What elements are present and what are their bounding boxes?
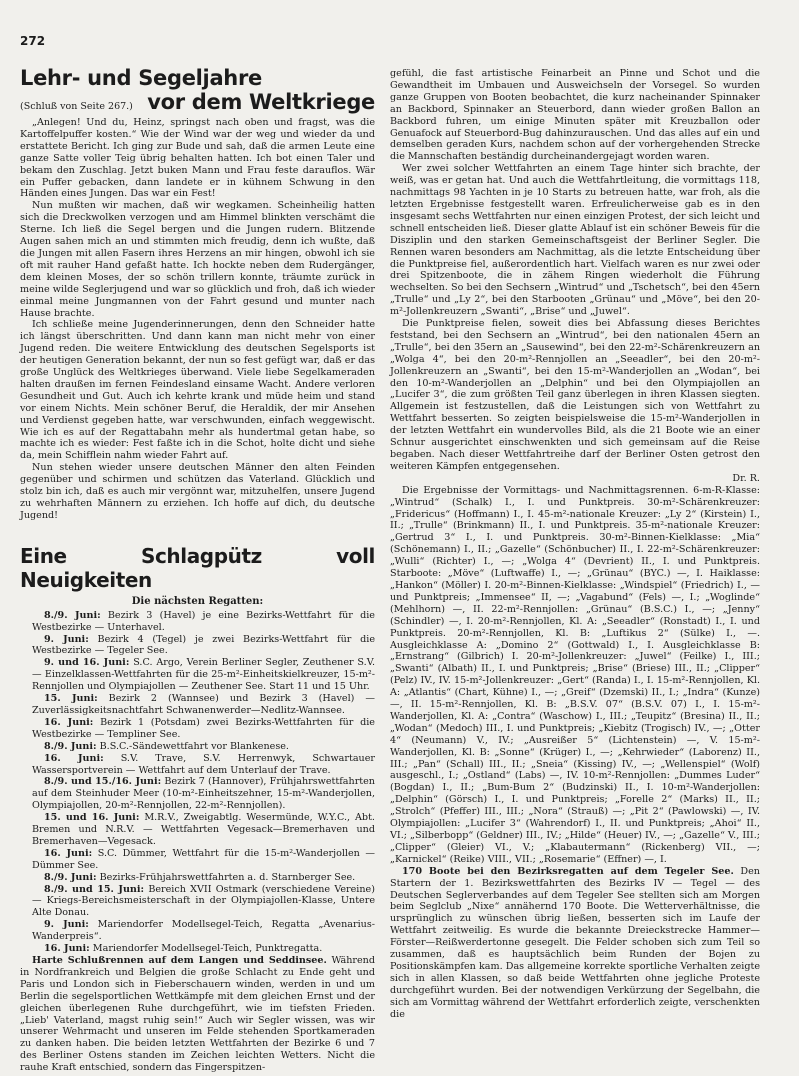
regatta-text: Bezirk 2 (Wannsee) und Bezirk 3 (Havel) — Zuverlässigkeitsnachtfahrt Schwanenwerder—Nedlitz-Wannsee.: [32, 693, 375, 716]
regatta-text: Bezirk 7 (Hannover), Frühjahrswettfahrten auf dem Steinhuder Meer (10-m²-Einheitszehner, 15-m²-Wanderjollen, Olympiajollen, 20-m²-Rennjollen, 22-m²-Rennjollen).: [32, 776, 375, 812]
regatta-date: 8./9. und 15./16. Juni:: [44, 776, 162, 788]
regatta-entry: [20, 657, 375, 693]
article-title-line1: Lehr- und Segeljahre: [20, 66, 262, 90]
article-paragraph: Ich schließe meine Jugenderinnerungen, denn den Schneider hatte ich längst überschritten. Und dann kann man nicht mehr von einer Jugend reden. Die weitere Entwicklung des deutschen Segelsports ist der heutigen Generation bekannt, der nun so fest gefügt war, daß er das große Unglück des Weltkrieges überwand. Viele liebe Segelkameraden halten draußen im fernen Feindesland einsame Wacht. Andere verloren Gesundheit und Gut. Auch ich kehrte krank und müde heim und stand vor einem Nichts. Mein schöner Beruf, die Heraldik, der mir Ansehen und Verdienst gegeben hatte, war verschwunden, einfach weggewischt. Wie ich es auf der Regattabahn mehr als hundertmal getan habe, so machte ich es wieder: Fest faßte ich in die Schot, holte dicht und siehe da, mein Schifflein nahm wieder Fahrt auf.: [20, 319, 375, 462]
regatta-text: B.S.C.-Sändewettfahrt vor Blankenese.: [99, 740, 289, 752]
news-lead: 170 Boote bei den Bezirksregatten auf dem Tegeler See.: [402, 865, 734, 877]
right-column: [390, 68, 760, 1068]
news-lead: Harte Schlußrennen auf dem Langen und Seddinsee.: [32, 955, 327, 966]
article-title-line2: vor dem Weltkriege: [147, 90, 375, 114]
news-text: Den Startern der 1. Bezirkswettfahrten des Bezirks IV — Tegel — des Deutschen Seglerverbandes auf dem Tegeler See stellten sich am Morgen beim Seglclub „Nixe“ annähernd 170 Boote. Die Wetterverhältnisse, die ursprünglich zu wünschen übrig ließen, besserten sich im Laufe der Wettfahrt zeitweilig. Es wurde die bekannte Dreieckstrecke Hammer—Förster—Reißwerdertonne gesegelt. Die Felder schoben sich zum Teil so zusammen, daß es hauptsächlich beim Runden der Bojen zu Positionskämpfen kam. Das allgemeine korrekte sportliche Verhalten zeigte sich in allen Klassen, so daß beide Wettfahrten ohne jegliche Proteste durchgeführt wurden. Bei der notwendigen Verkürzung der Segelbahn, die sich am Vormittag während der Wettfahrt erforderlich zeigte, verschenkten die: [390, 865, 760, 1020]
continuation-note: (Schluß von Seite 267.): [20, 101, 133, 112]
article-paragraph: „Anlegen! Und du, Heinz, springst nach oben und fragst, was die Kartoffelpuffer kosten.“ Wie der Wind war der weg und wieder da und erstattete Bericht. Ich ging zur Bude und sah, daß die armen Leute eine ganze Satte voller Teig übrig behalten hatten. Ich bot einen Taler und bekam den Zuschlag. Jetzt buken Mann und Frau feste darauflos. Wär ein Puffer gebacken, dann landete er in kühnem Schwung in den Händen eines Jungen. Das war ein Fest!: [20, 117, 375, 200]
regatten-heading: Die nächsten Regatten:: [131, 595, 264, 607]
regatta-text: Bezirks-Frühjahrswettfahrten a. d. Starnberger See.: [99, 871, 356, 883]
regatta-text: Bezirk 4 (Tegel) je zwei Bezirks-Wettfahrt für die Westbezirke — Tegeler See.: [32, 633, 375, 657]
news-section-title: Eine Schlagpütz voll Neuigkeiten: [20, 543, 375, 592]
page-number: 272: [20, 34, 46, 48]
regatta-entry: [20, 943, 375, 955]
article-title-row: [20, 90, 375, 114]
regatta-entry: [20, 753, 375, 777]
regatta-date: 8./9. und 15. Juni:: [44, 883, 145, 895]
regatta-date: 8./9. Juni:: [44, 871, 97, 883]
regatta-date: 9. und 16. Juni:: [44, 657, 130, 669]
news-text: Während in Nordfrankreich und Belgien die große Schlacht zu Ende geht und Paris und London sich in Fieberschauern winden, werden in und um Berlin die segelsportlichen Wettkämpfe mit dem gleichen Ernst und der gleichen überlegenen Ruhe durchgeführt, wie im tiefsten Frieden. „Lieb' Vaterland, magst ruhig sein!“ Auch wir Segler wissen, was wir unserer Wehrmacht und unseren im Felde stehenden Sportkameraden zu danken haben. Die beiden letzten Wettfahrten der Bezirke 6 und 7 des Berliner Ostens standen im Zeichen leichten Wetters. Nicht die rauhe Kraft entschied, sondern das Fingerspitzen-: [20, 955, 375, 1074]
article-paragraph: gefühl, die fast artistische Feinarbeit an Pinne und Schot und die Gewandtheit im Umbauen und Ausweichseln der Vorsegel. So wurden ganze Gruppen von Booten beobachtet, die kurz nacheinander Spinnaker an Backbord, Spinnaker an Steuerbord, dann wieder großen Ballon an Backbord fuhren, um einige Minuten später mit Kreuzballon oder Genuafock auf Steuerbord-Bug dahinzurauschen. Und das alles auf ein und demselben geraden Kurs, nachdem schon auf der vorhergehenden Strecke die Mannschaften beständig durcheinandergejagt worden waren.: [390, 68, 760, 163]
regatta-entry: [20, 610, 375, 634]
regatta-date: 8./9. Juni:: [44, 740, 97, 752]
regatta-text: S.V. Trave, S.V. Herrenwyk, Schwartauer Wassersportverein — Wettfahrt auf dem Unterlauf der Trave.: [32, 752, 375, 776]
article-paragraph: Nun stehen wieder unsere deutschen Männer den alten Feinden gegenüber und schirmen und schützen das Vaterland. Glücklich und stolz bin ich, daß es auch mir vergönnt war, mitzuhelfen, unsere Jugend zu wehrhaften Männern zu erziehen. Ich hoffe auf dich, du deutsche Jugend!: [20, 462, 375, 521]
regatta-text: S.C. Argo, Verein Berliner Segler, Zeuthener S.V. — Einzelklassen-Wettfahrten für die 25-m²-Einheitskielkreuzer, 15-m²-Rennjollen und Olympiajollen — Zeuthener See. Start 11 und 15 Uhr.: [32, 657, 375, 693]
regatta-entry: [20, 776, 375, 812]
regatta-text: Bezirk 1 (Potsdam) zwei Bezirks-Wettfahrten für die Westbezirke — Templiner See.: [32, 716, 375, 740]
author-signature: Dr. R.: [732, 472, 760, 484]
regatta-text: Bezirk 3 (Havel) je eine Bezirks-Wettfahrt für die Westbezirke — Unterhavel.: [32, 609, 375, 633]
regatta-entry: [20, 884, 375, 920]
results-paragraph: Die Ergebnisse der Vormittags- und Nachmittagsrennen. 6-m-R-Klasse: „Wintrud“ (Schalk) I., I. und Punktpreis. 30-m²-Schärenkreuzer: „Fridericus“ (Hoffmann) I., I. 45-m²-nationale Kreuzer: „Ly 2“ (Kirstein) I., II.; „Trulle“ (Brinkmann) II., I. und Punktpreis. 35-m²-nationale Kreuzer: „Gertrud 3“ I., I. und Punktpreis. 30-m²-Binnen-Kielklasse: „Mia“ (Schönemann) I., II.; „Gazelle“ (Schönbucher) II., I. 22-m²-Schärenkreuzer: „Wulli“ (Richter) I., —; „Wolga 4“ (Devrient) II., I. und Punktpreis. Starboote: „Möve“ (Luftwaffe) I., —; „Grünau“ (BYC.) —, I. Haiklasse: „Hankon“ (Möller) I. 20-m²-Binnen-Kielklasse: „Windspiel“ (Friedrich) I., — und Punktpreis; „Immensee“ II, —; „Vagabund“ (Fels) —, I.; „Woglinde“ (Mehlhorn) —, II. 22-m²-Rennjollen: „Grünau“ (B.S.C.) I., —; „Jenny“ (Schindler) —, I. 20-m²-Rennjollen, Kl. A: „Seeadler“ (Ronstadt) I., I. und Punktpreis. 20-m²-Rennjollen, Kl. B: „Luftikus 2“ (Sülke) I., —. Ausgleichklasse A: „Domino 2“ (Gottwald) I., I. Ausgleichklasse B: „Ernstrang“ (Gilbrich) I. 20-m²-Jollenkreuzer: „Juwel“ (Feilke) I., III.; „Swanti“ (Albath) II., I. und Punktpreis; „Brise“ (Briese) III., II.; „Clipper“ (Pelz) IV., IV. 15-m²-Jollenkreuzer: „Gert“ (Randa) I., I. 15-m²-Rennjollen, Kl. A: „Atlantis“ (Chart, Kühne) I., —; „Greif“ (Dzemski) II., I.; „Indra“ (Kunze) —, II. 15-m²-Rennjollen, Kl. B: „B.S.V. 07“ (B.S.V. 07) I., I. 15-m²-Wanderjollen, Kl. A: „Contra“ (Waschow) I., III.; „Teupitz“ (Bresina) II., II.; „Wodan“ (Medoch) III., I. und Punktpreis; „Kiebitz (Trogisch) IV., —; „Otter 4“ (Neumann) V., IV.; „Ausreißer 5“ (Lichtenstein) —, V. 15-m²-Wanderjollen, Kl. B: „Sonne“ (Krüger) I., —; „Kehrwieder“ (Laborenz) II., III.; „Pan“ (Schall) III., II.; „Sneia“ (Kissing) IV., —; „Wellenspiel“ (Wolf) ausgeschl., I.; „Ostland“ (Labs) —, IV. 10-m²-Rennjollen: „Dummes Luder“ (Bogdan) I., II.; „Bum-Bum 2“ (Budzinski) II., I. 10-m²-Wanderjollen: „Delphin“ (Görsch) I., I. und Punktpreis; „Forelle 2“ (Marks) II., II.; „Strolch“ (Pfeffer) III., III.; „Nora“ (Strauß) —; „Pit 2“ (Pawlowski) —, IV. Olympiajollen: „Lucifer 3“ (Wahrendorf) I., II. und Punktpreis; „Ahoi“ II., VI.; „Silberbopp“ (Geldner) III., IV.; „Hilde“ (Heuer) IV., —; „Gazelle“ V., III.; „Clipper“ (Gleier) VI., V.; „Klabautermann“ (Rickenberg) VII., —; „Karnickel“ (Reike) VIII., VII.; „Rosemarie“ (Effner) —, I.: [390, 484, 760, 865]
regatta-date: 15. Juni:: [44, 693, 98, 705]
news-paragraph: [390, 866, 760, 1021]
regatta-entry: [20, 741, 375, 753]
regatta-text: S.C. Dümmer, Wettfahrt für die 15-m²-Wanderjollen — Dümmer See.: [32, 847, 375, 871]
article-paragraph: Wer zwei solcher Wettfahrten an einem Tage hinter sich brachte, der weiß, was er getan hat. Und auch die Wettfahrtleitung, die vormittags 118, nachmittags 98 Yachten in je 10 Starts zu betreuen hatte, war froh, als die letzten Ergebnisse festgestellt waren. Erfreulicherweise gab es in den insgesamt sechs Wettfahrten nur einen einzigen Protest, der sich leicht und schnell entscheiden ließ. Dieser glatte Ablauf ist ein schöner Beweis für die Disziplin und den starken Gemeinschaftsgeist der Berliner Segler. Die Rennen waren besonders am Nachmittag, als die letzte Entscheidung über die Punktpreise fiel, außerordentlich hart. Vielfach waren es nur zwei oder drei Spitzenboote, die in zähem Ringen wiederholt die Führung wechselten. So bei den Sechsern „Wintrud“ und „Tschetsch“, bei den 45ern „Trulle“ und „Ly 2“, bei den Starbooten „Grünau“ und „Möve“, bei den 20-m²-Jollenkreuzern „Swanti“, „Brise“ und „Juwel“.: [390, 163, 760, 318]
regatta-date: 9. Juni:: [44, 919, 89, 931]
regatta-date: 16. Juni:: [44, 752, 104, 764]
regatta-text: Bereich XVII Ostmark (verschiedene Vereine) — Kriegs-Bereichsmeisterschaft in der Olympiajollen-Klasse, Untere Alte Donau.: [32, 883, 375, 919]
regatta-text: Mariendorfer Modellsegel-Teich, Regatta „Avenarius-Wanderpreis“.: [32, 919, 375, 943]
regatta-entry: [20, 919, 375, 943]
regatten-list: [20, 610, 375, 955]
regatta-date: 8./9. Juni:: [44, 609, 101, 621]
news-paragraph: [20, 955, 375, 1074]
regatta-entry: [20, 634, 375, 658]
regatta-entry: [20, 717, 375, 741]
regatta-date: 16. Juni:: [44, 716, 94, 728]
regatta-entry: [20, 812, 375, 848]
regatta-text: M.R.V., Zweigabtlg. Wesermünde, W.Y.C., Abt. Bremen und N.R.V. — Wettfahrten Vegesack—Bremerhaven und Bremerhaven—Vegesack.: [32, 812, 375, 847]
regatta-entry: [20, 872, 375, 884]
regatta-date: 16. Juni:: [44, 943, 90, 955]
article-paragraph: Die Punktpreise fielen, soweit dies bei Abfassung dieses Berichtes feststand, bei den Sechsern an „Wintrud“, bei den nationalen 45ern an „Trulle“, bei den 35ern an „Sausewind“, bei den 22-m²-Schärenkreuzern an „Wolga 4“, bei den 20-m²-Rennjollen an „Seeadler“, bei den 20-m²-Jollenkreuzern an „Swanti“, bei den 15-m²-Wanderjollen an „Wodan“, bei den 10-m²-Wanderjollen an „Delphin“ und bei den Olympiajollen an „Lucifer 3“, die zum größten Teil ganz überlegen in ihren Klassen siegten. Allgemein ist festzustellen, daß die Leistungen sich von Wettfahrt zu Wettfahrt besserten. So zeigten beispielsweise die 15-m²-Wanderjollen in der letzten Wettfahrt ein wundervolles Bild, als die 21 Boote wie an einer Schnur ausgerichtet einschwenkten und sich gemeinsam auf die Reise begaben. Nach dieser Wettfahrtreihe darf der Berliner Osten getrost den weiteren Kämpfen entgegensehen.: [390, 318, 760, 472]
regatta-entry: [20, 848, 375, 872]
regatta-entry: [20, 693, 375, 717]
left-column: [20, 66, 375, 1074]
regatta-date: 9. Juni:: [44, 633, 89, 645]
regatta-text: Mariendorfer Modellsegel-Teich, Punktregatta.: [92, 943, 323, 955]
regatta-date: 15. und 16. Juni:: [44, 812, 140, 824]
article-paragraph: Nun mußten wir machen, daß wir wegkamen. Scheinheilig hatten sich die Dreckwolken verzogen und am Himmel blinkten verschämt die Sterne. Ich ließ die Segel bergen und die Jungen rudern. Blitzende Augen sahen mich an und stimmten mich freudig, denn ich wußte, daß die Jungen mit allen Fasern ihres Herzens an mir hingen, obwohl ich sie oft mit rauher Hand gefaßt hatte. Ich hockte neben dem Rudergänger, dem kleinen Moses, der so schön trillern konnte, träumte zurück in meine wilde Seglerjugend und war so glücklich und froh, daß ich wieder einmal meine Jungmannen von der Fahrt gesund und munter nach Hause brachte.: [20, 200, 375, 319]
regatta-date: 16. Juni:: [44, 847, 93, 859]
